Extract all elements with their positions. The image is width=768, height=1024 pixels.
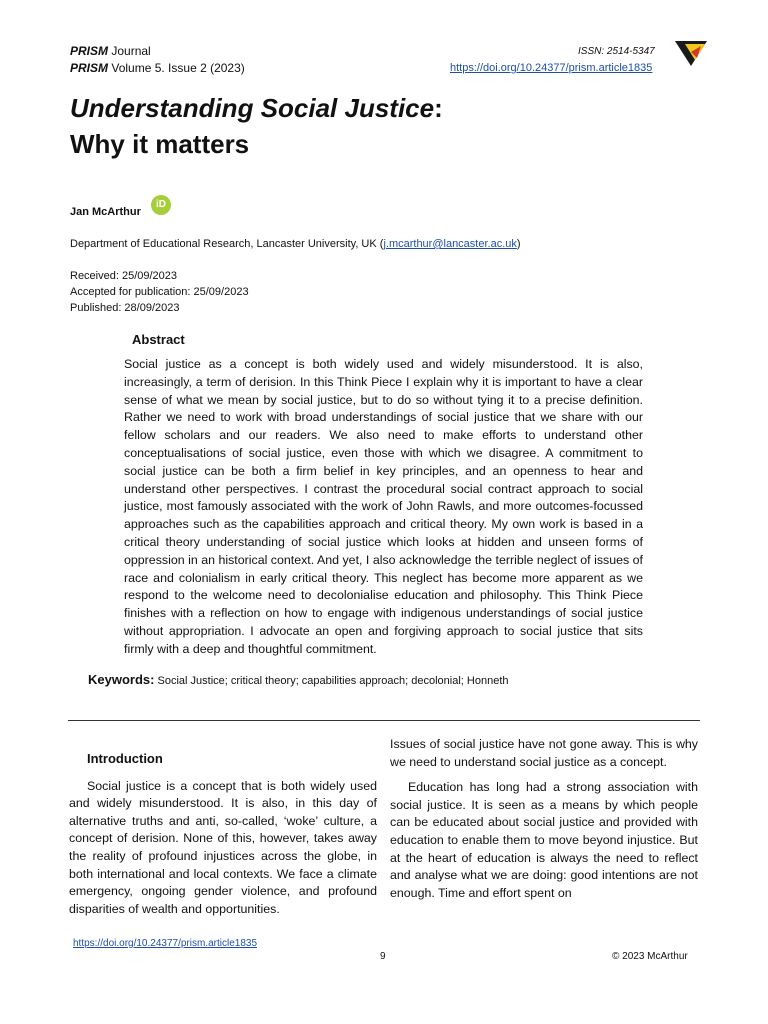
footer-doi-link[interactable]: https://doi.org/10.24377/prism.article1835 <box>73 938 257 949</box>
copyright: © 2023 McArthur <box>612 951 688 962</box>
published-date: Published: 28/09/2023 <box>70 302 180 314</box>
page-number: 9 <box>380 951 386 962</box>
article-title <box>70 90 670 162</box>
title-line-2: Why it matters <box>70 129 250 159</box>
section-divider <box>68 720 700 721</box>
issn: ISSN: 2514-5347 <box>578 46 655 57</box>
volume-name: PRISM <box>70 61 109 75</box>
title-italic: Understanding Social Justice <box>70 93 435 123</box>
journal-word: Journal <box>111 44 151 58</box>
author-name: Jan McArthur <box>70 206 141 218</box>
keywords-label: Keywords: <box>88 672 155 687</box>
title-colon: : <box>434 93 443 123</box>
affiliation-close: ) <box>516 238 521 250</box>
abstract-text: Social justice as a concept is both widely used and widely misunderstood. It is also, increasingly, a term of derision. In this Think Piece I explain why it is important to have a clear sense of what we mean by social justice, but to do so without tying it to a precise definition. Rather we need to work with broad understandings of social justice that we share with our fellow scholars and our readers. We also need to make efforts to understand other conceptualisations of social justice, even those with which we disagree. A commitment to social justice can be both a firm belief in key principles, and an openness to hear and understand other perspectives. I contrast the procedural social contract approach to social justice, most famously associated with the work of John Rawls, and more outcomes-focussed approaches such as the capabilities approach and critical theory. My own work is based in a critical theory understanding of social justice which looks at hidden and unseen forms of oppression in an historical context. And yet, I also acknowledge the terrible neglect of issues of race and colonialism in early critical theory. This neglect has become more apparent as we respond to the welcome need to decolonialise education and philosophy. This Think Piece finishes with a reflection on how to engage with indigenous understandings of social justice without appropriation. I advocate an open and forgiving approach to social justice that sits firmly with a deep and thoughtful commitment. <box>124 357 643 656</box>
affiliation-text: Department of Educational Research, Lancaster University, UK ( <box>70 238 384 250</box>
introduction-heading: Introduction <box>87 751 163 766</box>
keywords <box>88 672 509 687</box>
body-paragraph: Issues of social justice have not gone away. This is why we need to understand social justice as a concept. <box>390 737 698 769</box>
accepted-date: Accepted for publication: 25/09/2023 <box>70 286 249 298</box>
prism-logo <box>671 38 711 68</box>
author-email-link[interactable]: j.mcarthur@lancaster.ac.uk <box>383 238 517 250</box>
journal-name-italic: PRISM <box>70 44 109 58</box>
header-doi-link[interactable]: https://doi.org/10.24377/prism.article1835 <box>450 62 653 74</box>
volume-issue: Volume 5. Issue 2 (2023) <box>111 61 245 75</box>
article-dates <box>70 268 249 316</box>
body-column-left <box>69 736 377 926</box>
orcid-icon[interactable]: iD <box>151 195 171 215</box>
journal-name <box>70 44 151 58</box>
received-date: Received: 25/09/2023 <box>70 270 178 282</box>
body-column-right <box>390 736 698 910</box>
affiliation <box>70 238 521 250</box>
keywords-text: Social Justice; critical theory; capabilities approach; decolonial; Honneth <box>157 675 509 687</box>
body-paragraph: Education has long had a strong association with social justice. It is seen as a means by which people can be educated about social justice and provided with education to enable them to move beyond injustice. But at the heart of education is always the need to reflect and analyse what we are doing: good intentions are not enough. Time and effort spent on <box>390 780 698 900</box>
volume-info <box>70 61 245 75</box>
abstract-heading: Abstract <box>132 332 185 347</box>
body-paragraph: Social justice is a concept that is both widely used and widely misunderstood. It is also, in this day of alternative truths and anti, so-called, ‘woke’ culture, a concept of derision. None of this, however, takes away the reality of profound injustices across the globe, in both international and local contexts. We face a climate emergency, ongoing gender violence, and profound disparities of wealth and opportunities. <box>69 778 377 916</box>
